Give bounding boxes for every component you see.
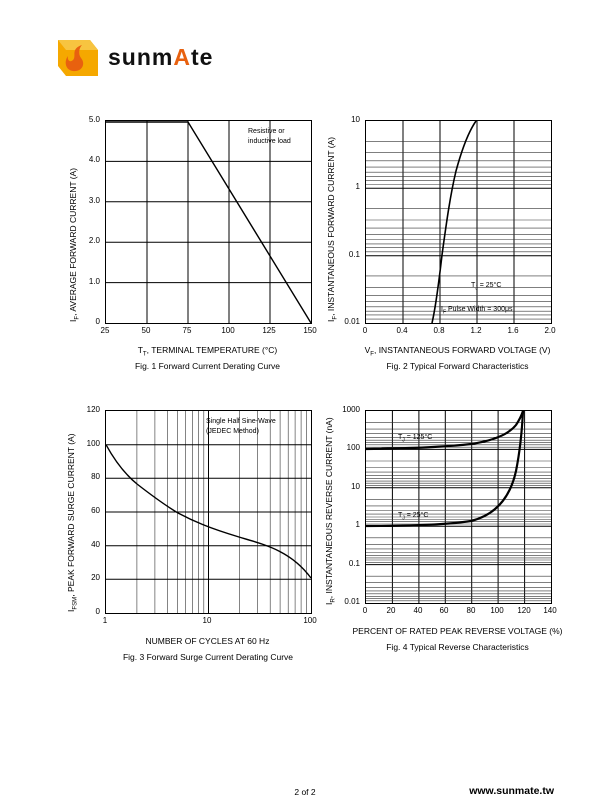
- fig4-note-25c-pre: T: [398, 512, 403, 519]
- fig2-plot-area: [365, 120, 552, 324]
- fig3-caption: Fig. 3 Forward Surge Current Derating Curve: [122, 652, 294, 662]
- fig3-xtick-1: 1: [102, 616, 108, 625]
- fig2-note-temp-post: = 25°C: [477, 282, 502, 289]
- fig3-y-post: , PEAK FORWARD SURGE CURRENT (A): [66, 433, 76, 597]
- fig2-caption: Fig. 2 Typical Forward Characteristics: [386, 361, 529, 371]
- fig3-plot-area: [105, 410, 312, 614]
- fig4-ytick-100: 100: [346, 443, 360, 452]
- fig2-note-pulse-pre: I: [441, 306, 443, 313]
- fig1-ytick-5: 5.0: [88, 115, 100, 124]
- fig2-xtick-0: 0: [362, 326, 368, 335]
- fig4-note-125c-post: = 125°C: [404, 434, 433, 441]
- fig1-y-axis-title: [68, 168, 81, 322]
- fig1-ytick-2: 2.0: [88, 236, 100, 245]
- fig4-xtick-120: 120: [517, 606, 531, 615]
- fig4-xtick-0: 0: [362, 606, 368, 615]
- fig4-ytick-0p1: 0.1: [348, 559, 360, 568]
- fig1-xtick-75: 75: [182, 326, 192, 335]
- fig1-y-sub: F: [73, 315, 81, 320]
- fig4-ytick-1: 1: [355, 520, 360, 529]
- footer-website: www.sunmate.tw: [469, 785, 554, 797]
- fig4-y-pre: I: [324, 602, 334, 605]
- fig1-x-pre: T: [137, 345, 143, 355]
- fig2-note-temp-sub: J: [475, 285, 478, 292]
- brand-name-part1: sunm: [108, 44, 174, 70]
- fig4-xtick-60: 60: [439, 606, 449, 615]
- fig1-xtick-50: 50: [141, 326, 151, 335]
- fig4-ytick-10: 10: [351, 482, 360, 491]
- fig4-ytick-0p01: 0.01: [344, 597, 360, 606]
- brand-name-part2: te: [190, 44, 214, 70]
- fig1-xtick-150: 150: [303, 326, 317, 335]
- fig4-note-125c-sub: J: [402, 437, 405, 444]
- fig2-y-post: , INSTANTANEOUS FORWARD CURRENT (A): [326, 136, 336, 316]
- fig4-xtick-100: 100: [490, 606, 504, 615]
- brand-name-accent: A: [173, 44, 191, 70]
- fig4-y-axis-title: [324, 417, 337, 605]
- fig3-y-axis-title: [66, 433, 79, 612]
- fig2-xtick-0p4: 0.4: [396, 326, 408, 335]
- fig4-y-sub: R: [329, 598, 337, 603]
- fig4-caption: Fig. 4 Typical Reverse Characteristics: [386, 642, 529, 652]
- fig2-grid-and-curve: [366, 121, 551, 323]
- fig4-y-post: , INSTANTANEOUS REVERSE CURRENT (nA): [324, 417, 334, 599]
- fig1-y-post: , AVERAGE FORWARD CURRENT (A): [68, 167, 78, 316]
- fig3-ytick-100: 100: [86, 439, 100, 448]
- fig2-note-pulse-post: Pulse Width = 300μs: [446, 306, 513, 313]
- fig2-y-pre: I: [326, 319, 336, 322]
- fig4-note-25c-post: = 25°C: [404, 512, 429, 519]
- fig2-xtick-2p0: 2.0: [544, 326, 556, 335]
- fig2-note-pulse: [441, 305, 513, 317]
- brand-wordmark: [108, 44, 213, 71]
- fig4-xtick-80: 80: [466, 606, 476, 615]
- fig2-y-sub: F: [331, 315, 339, 320]
- fig2-ytick-1: 1: [355, 182, 360, 191]
- fig4-note-125c: [398, 433, 432, 445]
- fig1-ytick-1: 1.0: [88, 277, 100, 286]
- fig3-ytick-20: 20: [91, 573, 100, 582]
- fig1-xtick-100: 100: [221, 326, 235, 335]
- fig4-ytick-1000: 1000: [342, 405, 360, 414]
- fig3-ytick-60: 60: [91, 506, 100, 515]
- fig4-xtick-20: 20: [386, 606, 396, 615]
- fig3-ytick-80: 80: [91, 472, 100, 481]
- fig1-x-axis-title: [105, 345, 310, 358]
- fig2-note-pulse-sub: F: [442, 309, 447, 316]
- fig1-ytick-3: 3.0: [88, 196, 100, 205]
- fig2-y-axis-title: [326, 137, 339, 322]
- fig3-xtick-100: 100: [303, 616, 317, 625]
- fig2-x-sub: F: [370, 350, 374, 358]
- fig2-x-post: , INSTANTANEOUS FORWARD VOLTAGE (V): [373, 345, 551, 355]
- fig2-note-temp-pre: T: [471, 282, 476, 289]
- fig2-xtick-1p2: 1.2: [470, 326, 482, 335]
- fig3-note: Single Half Sine-Wave (JEDEC Method): [206, 418, 276, 435]
- fig4-grid-and-curve: [366, 411, 551, 603]
- fig2-xtick-0p8: 0.8: [433, 326, 445, 335]
- fig1-ytick-4: 4.0: [88, 155, 100, 164]
- fig4-x-axis-title: PERCENT OF RATED PEAK REVERSE VOLTAGE (%): [352, 626, 563, 636]
- fig3-ytick-120: 120: [86, 405, 100, 414]
- fig2-x-axis-title: [350, 345, 565, 358]
- fig2-ytick-0p1: 0.1: [348, 250, 360, 259]
- fig2-ytick-0p01: 0.01: [344, 317, 360, 326]
- fig1-note: Resistive or inductive load: [248, 128, 291, 145]
- fig2-x-pre: V: [364, 345, 371, 355]
- fig4-xtick-40: 40: [413, 606, 423, 615]
- fig3-y-pre: I: [66, 609, 76, 612]
- fig3-y-sub: FSM: [71, 596, 79, 610]
- page-number: 2 of 2: [294, 787, 316, 797]
- fig1-caption: Fig. 1 Forward Current Derating Curve: [134, 361, 281, 371]
- fig3-x-axis-title: NUMBER OF CYCLES AT 60 Hz: [145, 636, 270, 646]
- fig4-note-125c-pre: T: [398, 434, 403, 441]
- fig3-grid-and-curve: [106, 411, 311, 613]
- fig1-ytick-0: 0: [95, 317, 100, 326]
- fig4-note-25c: [398, 511, 428, 523]
- fig2-ytick-10: 10: [351, 115, 360, 124]
- fig4-plot-area: [365, 410, 552, 604]
- fig1-x-sub: T: [142, 350, 147, 358]
- fig3-ytick-0: 0: [95, 607, 100, 616]
- fig1-plot-area: [105, 120, 312, 324]
- fig1-y-pre: I: [68, 319, 78, 322]
- fig1-x-post: , TERMINAL TEMPERATURE (°C): [146, 345, 278, 355]
- fig4-xtick-140: 140: [543, 606, 557, 615]
- fig3-xtick-10: 10: [202, 616, 212, 625]
- fig3-ytick-40: 40: [91, 540, 100, 549]
- fig4-note-25c-sub: J: [402, 515, 405, 522]
- fig1-grid-and-curve: [106, 121, 311, 323]
- brand-logo: [56, 36, 256, 84]
- fig1-xtick-25: 25: [100, 326, 110, 335]
- fig2-note-temp: [471, 281, 501, 293]
- fig2-xtick-1p6: 1.6: [507, 326, 519, 335]
- sunmate-flame-logo-icon: [56, 36, 100, 80]
- fig1-xtick-125: 125: [262, 326, 276, 335]
